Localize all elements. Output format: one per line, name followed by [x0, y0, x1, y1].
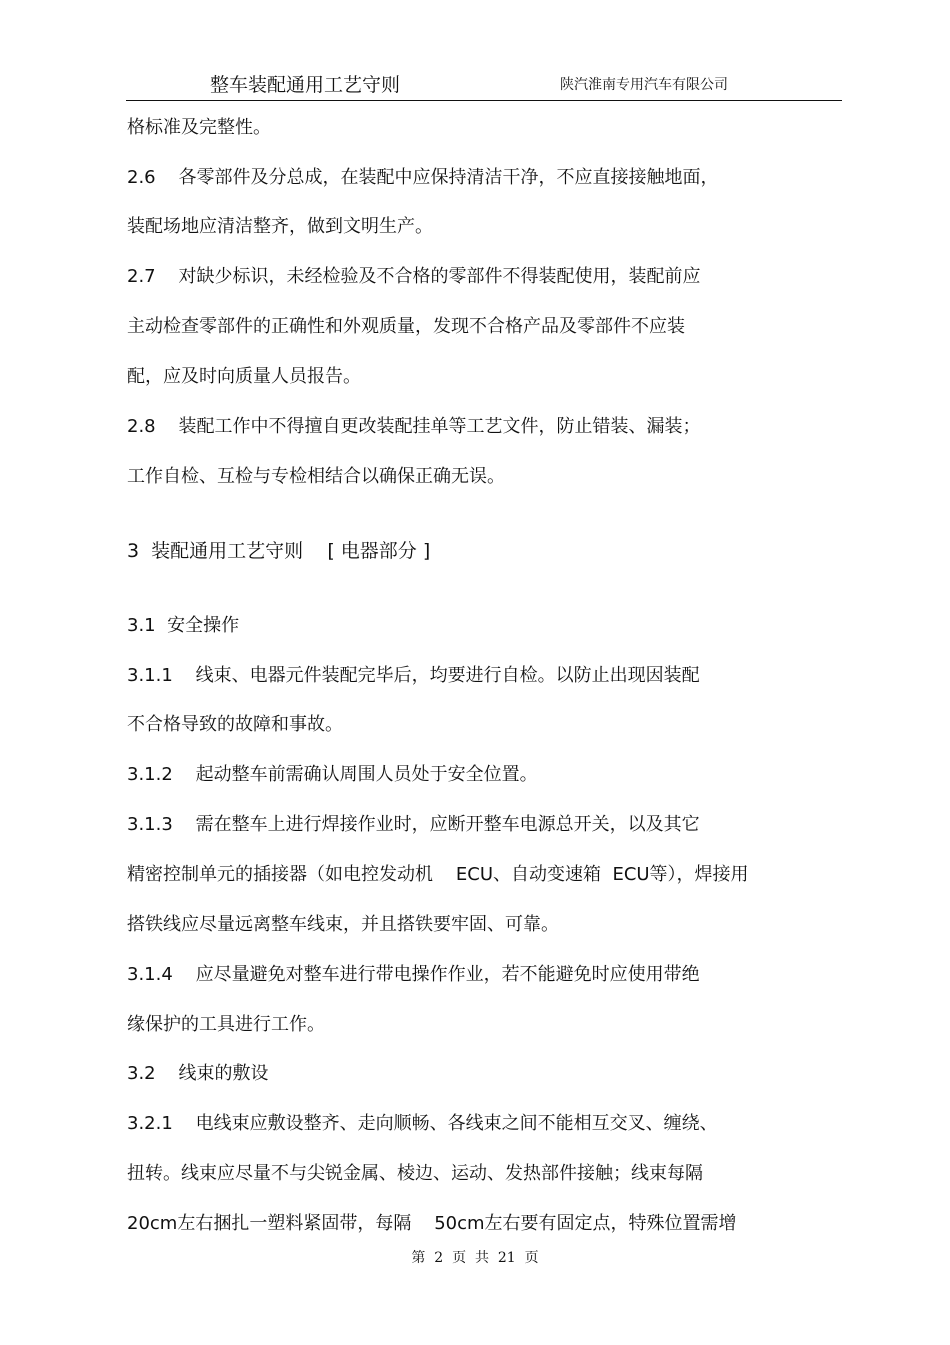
text-line: 3.1.3 需在整车上进行焊接作业时，应断开整车电源总开关，以及其它 [127, 814, 700, 835]
text-line: 扭转。线束应尽量不与尖锐金属、棱边、运动、发热部件接触；线束每隔 [127, 1163, 703, 1184]
subsection-heading: 3.1 安全操作 [127, 615, 240, 636]
text-line: 搭铁线应尽量远离整车线束，并且搭铁要牢固、可靠。 [127, 914, 559, 935]
text-line: 缘保护的工具进行工作。 [127, 1014, 325, 1035]
page-number: 第 2 页 共 21 页 [411, 1250, 539, 1266]
subsection-heading: 3.2 线束的敷设 [127, 1063, 269, 1084]
section-heading: 3 装配通用工艺守则 [ 电器部分 ] [127, 540, 431, 562]
text-line: 3.1.1 线束、电器元件装配完毕后，均要进行自检。以防止出现因装配 [127, 665, 700, 686]
text-line: 装配场地应清洁整齐，做到文明生产。 [127, 216, 433, 237]
text-line: 不合格导致的故障和事故。 [127, 714, 343, 735]
text-line: 配，应及时向质量人员报告。 [127, 366, 361, 387]
text-line: 主动检查零部件的正确性和外观质量，发现不合格产品及零部件不应装 [127, 316, 685, 337]
text-line: 工作自检、互检与专检相结合以确保正确无误。 [127, 466, 505, 487]
text-line: 精密控制单元的插接器（如电控发动机 ECU、自动变速箱 ECU等），焊接用 [127, 864, 749, 885]
text-line: 2.7 对缺少标识，未经检验及不合格的零部件不得装配使用，装配前应 [127, 266, 701, 287]
header-divider [126, 100, 842, 101]
page-header [126, 70, 842, 100]
document-title: 整车装配通用工艺守则 [210, 74, 401, 96]
text-line: 3.1.2 起动整车前需确认周围人员处于安全位置。 [127, 764, 538, 785]
text-line: 3.1.4 应尽量避免对整车进行带电操作作业，若不能避免时应使用带绝 [127, 964, 700, 985]
text-line: 20cm左右捆扎一塑料紧固带，每隔 50cm左右要有固定点，特殊位置需增 [127, 1213, 737, 1234]
text-line: 2.8 装配工作中不得擅自更改装配挂单等工艺文件，防止错装、漏装； [127, 416, 701, 437]
text-line: 格标准及完整性。 [127, 117, 271, 138]
text-line: 2.6 各零部件及分总成，在装配中应保持清洁干净，不应直接接触地面， [127, 167, 719, 188]
text-line: 3.2.1 电线束应敷设整齐、走向顺畅、各线束之间不能相互交叉、缠绕、 [127, 1113, 718, 1134]
company-name: 陕汽淮南专用汽车有限公司 [560, 77, 728, 93]
